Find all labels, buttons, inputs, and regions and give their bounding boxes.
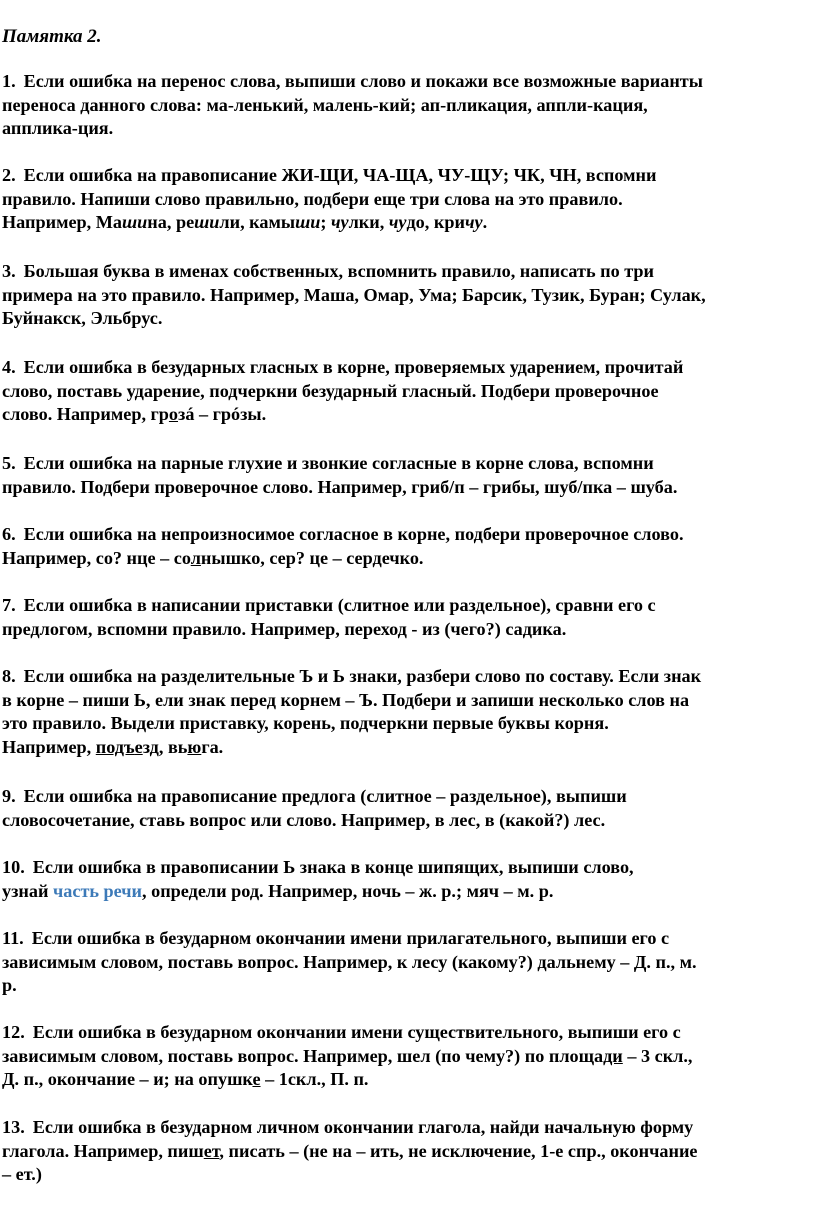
example-line: Например, Машина, решили, камыши; чулки, чудо, кричу. — [2, 212, 488, 232]
item-number: 10. — [2, 857, 25, 877]
rule-item-7: 7. Если ошибка в написании приставки (слитное или раздельное), сравни его с предлогом, вспомни правило. Например, переход - из (чего?) садика. — [2, 595, 656, 639]
item-number: 8. — [2, 666, 16, 686]
item-number: 11. — [2, 928, 24, 948]
item-number: 3. — [2, 261, 16, 281]
item-number: 7. — [2, 595, 16, 615]
item-number: 12. — [2, 1022, 25, 1042]
rule-item-12: 12. Если ошибка в безударном окончании имени существительного, выпиши его с зависимым словом, поставь вопрос. Например, шел (по чему?) по площади – 3 скл., Д. п., окончание – и; на опушке – 1скл., П. п. — [2, 1021, 814, 1092]
example-line: глагола. Например, пишет, писать – (не на – ить, не исключение, 1-е спр., окончание — [2, 1140, 698, 1161]
rule-item-4: 4. Если ошибка в безударных гласных в корне, проверяемых ударением, прочитай слово, поставь ударение, подчеркни безударный гласный. Подбери проверочное слово. Например, грозá – грóзы. — [2, 356, 814, 427]
rule-item-11: 11. Если ошибка в безударном окончании имени прилагательного, выпиши его с зависимым словом, поставь вопрос. Например, к лесу (какому?) дальнему – Д. п., м. р. — [2, 928, 697, 995]
page-title: Памятка 2. — [2, 26, 102, 47]
example-line: узнай часть речи, определи род. Например, ночь – ж. р.; мяч – м. р. — [2, 880, 554, 901]
example-line: Например, подъезд, вьюга. — [2, 736, 224, 757]
item-number: 6. — [2, 524, 16, 544]
rule-item-10: 10. Если ошибка в правописании Ь знака в конце шипящих, выпиши слово, узнай часть речи, определи род. Например, ночь – ж. р.; мяч – м. р. — [2, 856, 814, 903]
example-line: зависимым словом, поставь вопрос. Например, шел (по чему?) по площади – 3 скл., — [2, 1045, 693, 1066]
item-number: 4. — [2, 357, 16, 377]
item-number: 2. — [2, 165, 16, 185]
example-line: слово. Например, грозá – грóзы. — [2, 404, 267, 424]
rule-item-6: 6. Если ошибка на непроизносимое согласное в корне, подбери проверочное слово. Например, со? нце – солнышко, сер? це – сердечко. — [2, 523, 814, 570]
example-line: Д. п., окончание – и; на опушке – 1скл., П. п. — [2, 1069, 369, 1089]
part-of-speech-link[interactable]: часть речи — [53, 880, 143, 901]
item-number: 9. — [2, 786, 16, 806]
item-number: 5. — [2, 453, 16, 473]
rule-item-2: 2. Если ошибка на правописание ЖИ-ЩИ, ЧА-ЩА, ЧУ-ЩУ; ЧК, ЧН, вспомни правило. Напиши слово правильно, подбери еще три слова на это правило. Например, Машина, решили, камыши; чулки, чудо, кричу. — [2, 164, 814, 235]
rule-item-9: 9. Если ошибка на правописание предлога (слитное – раздельное), выпиши словосочетание, ставь вопрос или слово. Например, в лес, в (какой?) лес. — [2, 786, 627, 830]
rule-item-3: 3. Большая буква в именах собственных, вспомнить правило, написать по три примера на это правило. Например, Маша, Омар, Ума; Барсик, Тузик, Буран; Сулак, Буйнакск, Эльбрус. — [2, 261, 706, 328]
rule-item-5: 5. Если ошибка на парные глухие и звонкие согласные в корне слова, вспомни правило. Подбери проверочное слово. Например, гриб/п – грибы, шуб/пка – шуба. — [2, 453, 678, 497]
item-number: 1. — [2, 71, 16, 91]
example-line: – ет.) — [2, 1164, 42, 1184]
rule-item-1: 1. Если ошибка на перенос слова, выпиши слово и покажи все возможные варианты переноса данного слова: ма-ленький, малень-кий; ап-пликация, аппли-кация, апплика-ция. — [2, 71, 703, 138]
rule-item-13: 13. Если ошибка в безударном личном окончании глагола, найди начальную форму глагола. Например, пишет, писать – (не на – ить, не исключение, 1-е спр., окончание – ет.) — [2, 1116, 814, 1187]
rule-item-8: 8. Если ошибка на разделительные Ъ и Ь знаки, разбери слово по составу. Если знак в корне – пиши Ь, ели знак перед корнем – Ъ. Подбери и запиши несколько слов на это правило. Выдели приставку, корень, подчеркни первые буквы корня. Например, подъезд, вьюга. — [2, 665, 814, 759]
item-number: 13. — [2, 1117, 25, 1137]
example-line: Например, со? нце – солнышко, сер? це – сердечко. — [2, 547, 424, 568]
